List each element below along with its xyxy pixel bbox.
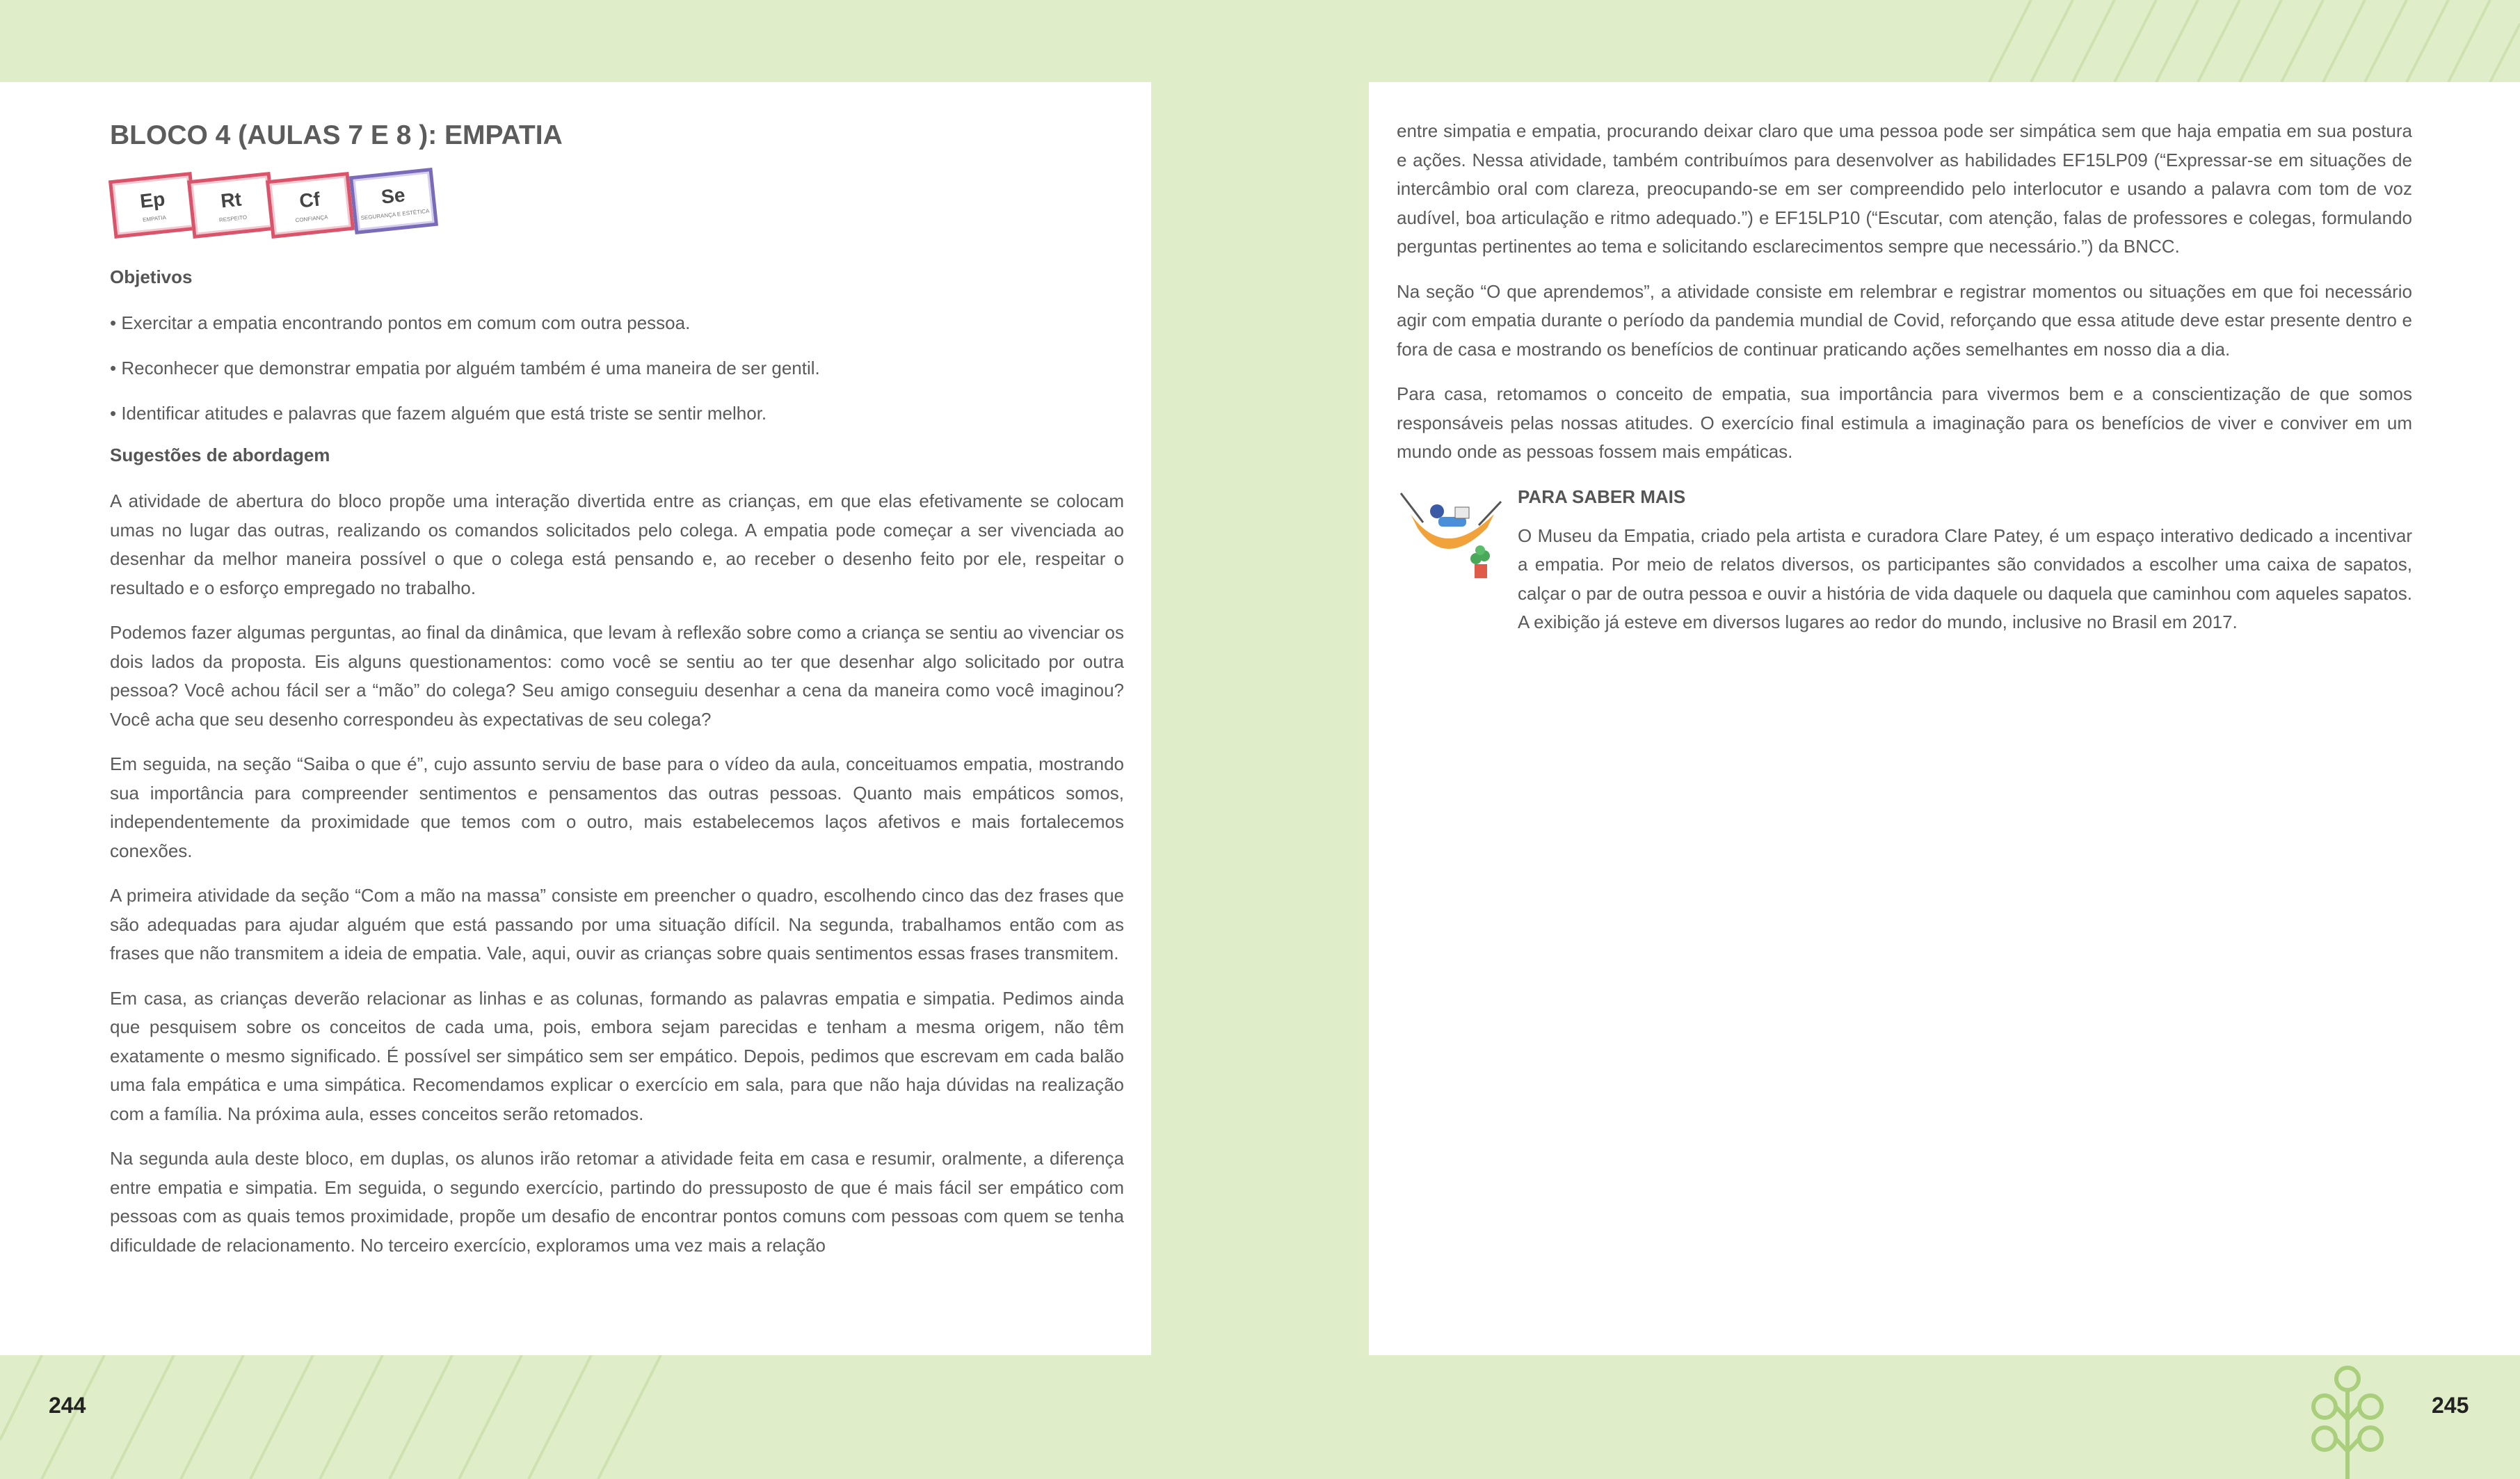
saber-mais-title: PARA SABER MAIS [1518,486,1686,507]
saber-mais-box [1397,486,2412,637]
right-column [1397,117,2412,653]
paragraph: Na seção “O que aprendemos”, a atividade consiste em relembrar e registrar momentos ou situações em que foi necessário agir com empatia durante o período da pandemia mundial de Covid, reforçando que essa atitude deve estar presente dentro e fora de casa e mostrando os benefícios de continuar praticando ações semelhantes em nosso dia a dia. [1397,280,2412,360]
page-number-right: 245 [2432,1393,2469,1418]
hammock-reader-icon [1397,486,1508,591]
card-symbol: Cf [298,188,321,212]
paragraph: Na segunda aula deste bloco, em duplas, os alunos irão retomar a atividade feita em casa e resumir, oralmente, a diferença entre empatia e simpatia. Em seguida, o segundo exercício, partindo do pressuposto de que é mais fácil ser empático com pessoas com as quais temos proximidade, propõe um desafio de encontrar pontos comuns com pessoas com quem se tenha dificuldade de relacionamento. No terceiro exercício, exploramos uma vez mais a relação [110,1148,1124,1256]
block-title: BLOCO 4 (AULAS 7 E 8 ): EMPATIA [110,120,563,150]
paragraph: Para casa, retomamos o conceito de empatia, sua importância para vivermos bem e a conscientização de que somos responsáveis pelas nossas atitudes. O exercício final estimula a imaginação para os benefícios de viver e conviver em um mundo onde as pessoas fossem mais empáticas. [1397,383,2412,462]
card-symbol: Ep [138,188,166,212]
card-name: SEGURANÇA E ESTÉTICA [360,207,430,222]
paragraph: A primeira atividade da seção “Com a mão na massa” consiste em preencher o quadro, escolhendo cinco das dez frases que são adequadas para ajudar alguém que está passando por uma situação difícil. Na segunda, trabalhamos então com as frases que não transmitem a ideia de empatia. Vale, aqui, ouvir as crianças sobre quais sentimentos essas frases transmitem. [110,885,1124,964]
saber-mais-content [1518,486,2412,637]
page-number-left: 244 [49,1393,86,1418]
paragraph: Em casa, as crianças deverão relacionar as linhas e as colunas, formando as palavras empatia e simpatia. Pedimos ainda que pesquisem sobre os conceitos de cada uma, pois, embora sejam parecidas e tenham a mesma origem, não têm exatamente o mesmo significado. É possível ser simpático sem ser empático. Depois, pedimos que escrevam em cada balão uma fala empática e uma simpática. Recomendamos explicar o exercício em sala, para que não haja dúvidas na realização com a família. Na próxima aula, esses conceitos serão retomados. [110,987,1124,1124]
card-seguranca [349,168,438,234]
suggestions-heading: Sugestões de abordagem [110,445,330,465]
card-empatia [109,172,198,239]
value-cards [110,170,1124,246]
objective-item: • Identificar atitudes e palavras que fazem alguém que está triste se sentir melhor. [110,403,767,424]
tree-logo-icon [2309,1364,2386,1479]
card-name: CONFIANÇA [295,214,328,224]
paragraph: A atividade de abertura do bloco propõe uma interação divertida entre as crianças, em que elas efetivamente se colocam umas no lugar das outras, realizando os comandos solicitados pelo colega. A empatia pode começar a ser vivenciada ao desenhar da melhor maneira possível o que o colega está pensando e, ao receber o desenho feito por ele, respeitar o resultado e o esforço empregado no trabalho. [110,490,1124,598]
objective-item: • Exercitar a empatia encontrando pontos em comum com outra pessoa. [110,312,691,333]
card-name: EMPATIA [142,214,167,223]
card-respeito [187,172,276,239]
paragraph: Em seguida, na seção “Saiba o que é”, cujo assunto serviu de base para o vídeo da aula, conceituamos empatia, mostrando sua importância para compreender sentimentos e pensamentos das outras pessoas. Quanto mais empáticos somos, independentemente da proximidade que temos com o outro, mais estabelecemos laços afetivos e mais fortalecemos conexões. [110,753,1124,861]
objective-item: • Reconhecer que demonstrar empatia por alguém também é uma maneira de ser gentil. [110,358,820,378]
card-symbol: Rt [219,188,243,212]
paragraph: entre simpatia e empatia, procurando deixar claro que uma pessoa pode ser simpática sem que haja empatia em sua postura e ações. Nessa atividade, também contribuímos para desenvolver as habilidades EF15LP09 (“Expressar-se em situações de intercâmbio oral com clareza, preocupando-se em ser compreendido pelo interlocutor e usando a palavra com tom de voz audível, boa articulação e ritmo adequado.”) e EF15LP10 (“Escutar, com atenção, falas de professores e colegas, formulando perguntas pertinentes ao tema e solicitando esclarecimentos sempre que necessário.”) da BNCC. [1397,120,2412,257]
card-confianca [266,172,355,239]
left-page [0,82,1151,1355]
objectives-heading: Objetivos [110,266,193,287]
left-column [110,120,1124,1276]
card-name: RESPEITO [218,214,248,223]
card-symbol: Se [380,184,406,208]
right-page [1369,82,2520,1355]
paragraph: Podemos fazer algumas perguntas, ao final da dinâmica, que levam à reflexão sobre como a criança se sentiu ao vivenciar os dois lados da proposta. Eis alguns questionamentos: como você se sentiu ao ter que desenhar algo solicitado por outra pessoa? Você achou fácil ser a “mão” do colega? Seu amigo conseguiu desenhar a cena da maneira como você imaginou? Você acha que seu desenho correspondeu às expectativas de seu colega? [110,622,1124,730]
saber-mais-text: O Museu da Empatia, criado pela artista e curadora Clare Patey, é um espaço interativo dedicado a incentivar a empatia. Por meio de relatos diversos, os participantes são convidados a escolher uma caixa de sapatos, calçar o par de outra pessoa e ouvir a história de vida daquele ou daquela que caminhou com aqueles sapatos. A exibição já esteve em diversos lugares ao redor do mundo, inclusive no Brasil em 2017. [1518,525,2412,632]
